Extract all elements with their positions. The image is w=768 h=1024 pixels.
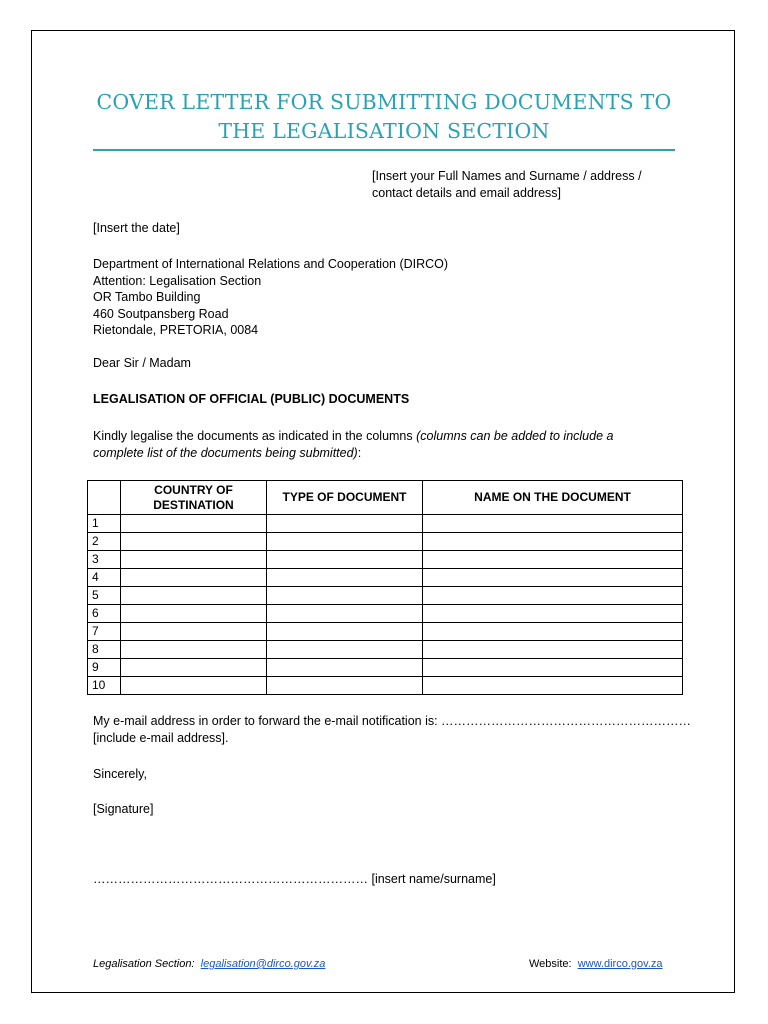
signature-placeholder[interactable]: [Signature] [93,802,154,816]
table-body [88,515,683,695]
type-cell[interactable] [267,515,423,533]
country-cell[interactable] [121,641,267,659]
row-number: 9 [88,659,121,677]
email-notice-line-1[interactable]: My e-mail address in order to forward the e-mail notification is: …………………………………………………… [93,714,692,728]
country-cell[interactable] [121,659,267,677]
country-cell[interactable] [121,569,267,587]
table-row [88,659,683,677]
recipient-line: Rietondale, PRETORIA, 0084 [93,323,259,337]
row-number: 6 [88,605,121,623]
header-name: NAME ON THE DOCUMENT [423,481,683,515]
type-cell[interactable] [267,623,423,641]
intro-trail: : [357,445,362,460]
country-cell[interactable] [121,605,267,623]
name-placeholder[interactable]: ………………………………………………………… [insert name/surname] [93,872,496,886]
sender-block[interactable] [372,168,642,201]
header-country-line-1: COUNTRY OF [154,482,233,497]
table-row [88,515,683,533]
type-cell[interactable] [267,569,423,587]
recipient-line: 460 Soutpansberg Road [93,306,229,321]
country-cell[interactable] [121,551,267,569]
subject-heading: LEGALISATION OF OFFICIAL (PUBLIC) DOCUMENTS [93,392,410,406]
table-row [88,605,683,623]
recipient-line: Attention: Legalisation Section [93,273,262,288]
header-type: TYPE OF DOCUMENT [267,481,423,515]
row-number: 10 [88,677,121,695]
recipient-line: OR Tambo Building [93,290,201,304]
row-number: 4 [88,569,121,587]
table-row [88,677,683,695]
name-cell[interactable] [423,569,683,587]
title-line-1: COVER LETTER FOR SUBMITTING DOCUMENTS TO [96,90,672,114]
table-row [88,569,683,587]
email-notice [93,713,691,746]
footer-left-label: Legalisation Section: [93,958,195,970]
name-cell[interactable] [423,641,683,659]
documents-table [87,480,683,695]
footer-contact [93,956,325,973]
type-cell[interactable] [267,533,423,551]
table-header-row [88,481,683,515]
header-country-line-2: DESTINATION [153,497,234,512]
name-cell[interactable] [423,677,683,695]
row-number: 7 [88,623,121,641]
intro-italic-2: complete list of the documents being submitted) [93,445,358,460]
type-cell[interactable] [267,659,423,677]
row-number: 8 [88,641,121,659]
row-number: 5 [88,587,121,605]
footer-right-label: Website: [529,958,572,970]
recipient-line: Department of International Relations and Cooperation (DIRCO) [93,257,449,271]
footer-website [529,956,663,973]
table-row [88,587,683,605]
intro-paragraph [93,428,613,461]
type-cell[interactable] [267,677,423,695]
title-line-2: THE LEGALISATION SECTION [218,119,550,143]
name-cell[interactable] [423,533,683,551]
date-placeholder[interactable]: [Insert the date] [93,221,180,235]
name-cell[interactable] [423,587,683,605]
footer-website-link[interactable]: www.dirco.gov.za [577,958,663,970]
header-country [121,481,267,515]
country-cell[interactable] [121,623,267,641]
row-number: 3 [88,551,121,569]
header-number [88,481,121,515]
recipient-address [93,256,448,339]
email-notice-line-2: [include e-mail address]. [93,730,229,745]
table-row [88,533,683,551]
country-cell[interactable] [121,533,267,551]
type-cell[interactable] [267,551,423,569]
table-row [88,641,683,659]
table-row [88,623,683,641]
footer-email-link[interactable]: legalisation@dirco.gov.za [200,958,326,970]
row-number: 2 [88,533,121,551]
type-cell[interactable] [267,587,423,605]
intro-text: Kindly legalise the documents as indicated in the columns [93,429,417,443]
name-cell[interactable] [423,551,683,569]
country-cell[interactable] [121,587,267,605]
title-underline [93,149,675,151]
name-cell[interactable] [423,515,683,533]
name-cell[interactable] [423,659,683,677]
document-title [90,88,678,146]
name-cell[interactable] [423,605,683,623]
name-cell[interactable] [423,623,683,641]
type-cell[interactable] [267,641,423,659]
country-cell[interactable] [121,677,267,695]
table-row [88,551,683,569]
type-cell[interactable] [267,605,423,623]
greeting: Dear Sir / Madam [93,356,191,370]
intro-italic-1: (columns can be added to include a [416,429,614,443]
country-cell[interactable] [121,515,267,533]
row-number: 1 [88,515,121,533]
sender-line-2: contact details and email address] [372,185,561,200]
sender-line-1: [Insert your Full Names and Surname / address / [372,169,642,183]
closing: Sincerely, [93,767,147,781]
